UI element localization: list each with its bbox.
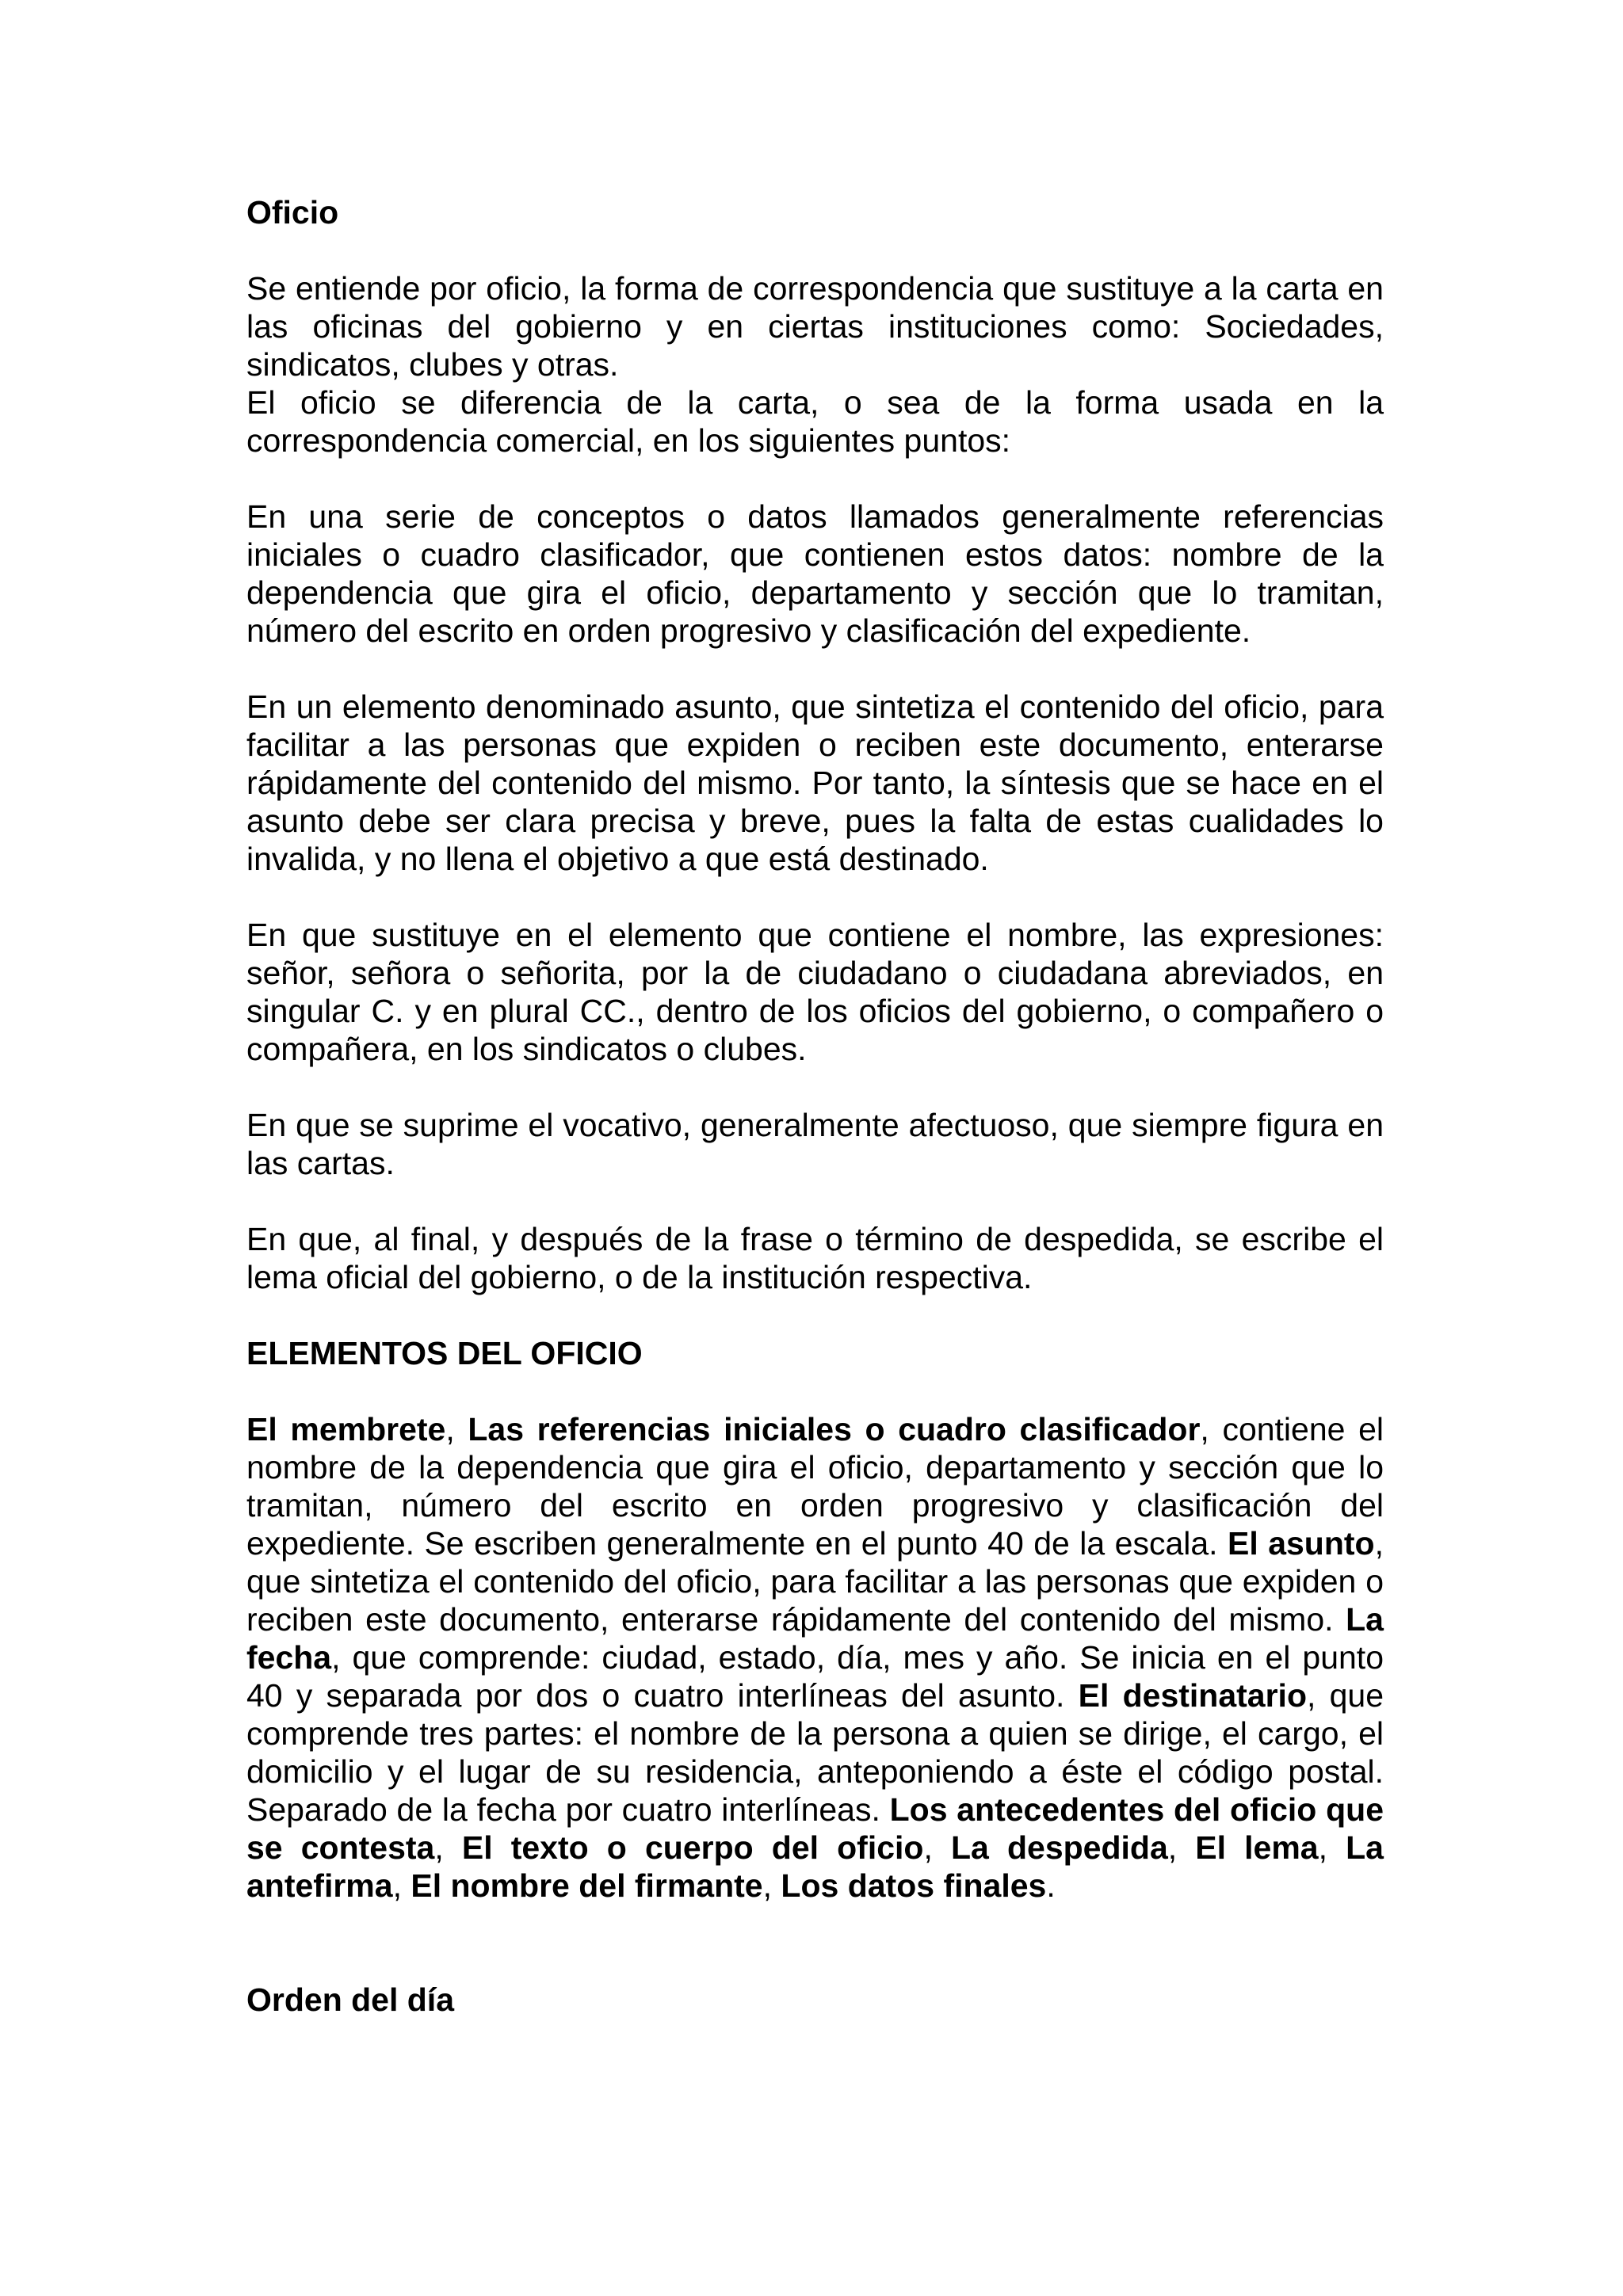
element-text: , que comprende tres partes: el nombre de la persona a quien se dirige, el cargo, el domicilio y el lugar de su residencia, anteponiendo a éste el código postal. Separado de la fecha por cuatro interlíneas. xyxy=(246,1677,1384,1828)
element-term: El asunto xyxy=(1228,1525,1375,1562)
element-term: La despedida xyxy=(951,1829,1168,1866)
next-section-heading: Orden del día xyxy=(246,1981,454,2018)
point-paragraph-4: En que se suprime el vocativo, generalmente afectuoso, que siempre figura en las cartas. xyxy=(246,1107,1384,1181)
element-term: La fecha xyxy=(246,1601,1384,1676)
spacer xyxy=(246,1296,1384,1334)
element-text: , xyxy=(923,1829,951,1866)
point-paragraph-1: En una serie de conceptos o datos llamados generalmente referencias iniciales o cuadro clasificador, que contienen estos datos: nombre de la dependencia que gira el oficio, departamento y sección que lo tramitan, número del escrito en orden progresivo y clasificación del expediente. xyxy=(246,498,1384,649)
element-text: , xyxy=(1167,1829,1196,1866)
point-paragraph-5: En que, al final, y después de la frase o término de despedida, se escribe el lema oficial del gobierno, o de la institución respectiva. xyxy=(246,1221,1384,1295)
element-term: El membrete xyxy=(246,1411,446,1447)
spacer xyxy=(246,878,1384,916)
element-term: El nombre del firmante xyxy=(411,1867,763,1904)
document-page xyxy=(246,193,1384,2019)
point-paragraph-3: En que sustituye en el elemento que contiene el nombre, las expresiones: señor, señora o señorita, por la de ciudadano o ciudadana abreviados, en singular C. y en plural CC., dentro de los oficios del gobierno, o compañero o compañera, en los sindicatos o clubes. xyxy=(246,917,1384,1067)
spacer xyxy=(246,1182,1384,1220)
point-paragraph-2: En un elemento denominado asunto, que sintetiza el contenido del oficio, para facilitar a las personas que expiden o reciben este documento, enterarse rápidamente del contenido del mismo. Por tanto, la síntesis que se hace en el asunto debe ser clara precisa y breve, pues la falta de estas cualidades lo invalida, y no llena el objetivo a que está destinado. xyxy=(246,688,1384,877)
element-term: Los antecedentes del oficio que se contesta xyxy=(246,1791,1384,1866)
spacer xyxy=(246,650,1384,688)
intro-paragraph-1: Se entiende por oficio, la forma de correspondencia que sustituye a la carta en las oficinas del gobierno y en ciertas instituciones como: Sociedades, sindicatos, clubes y otras. xyxy=(246,270,1384,383)
spacer xyxy=(246,1905,1384,1981)
elements-paragraph xyxy=(246,1410,1384,1905)
spacer xyxy=(246,1372,1384,1410)
element-text: , xyxy=(445,1411,468,1447)
element-text: , que sintetiza el contenido del oficio, para facilitar a las personas que expiden o reciben este documento, enterarse rápidamente del contenido del mismo. xyxy=(246,1525,1384,1638)
intro-paragraph-2: El oficio se diferencia de la carta, o sea de la forma usada en la correspondencia comercial, en los siguientes puntos: xyxy=(246,384,1384,459)
elements-heading: ELEMENTOS DEL OFICIO xyxy=(246,1335,643,1371)
spacer xyxy=(246,1068,1384,1106)
element-term: El lema xyxy=(1195,1829,1319,1866)
page-title: Oficio xyxy=(246,194,339,231)
element-term: El destinatario xyxy=(1078,1677,1307,1714)
element-text: , xyxy=(1318,1829,1346,1866)
element-text: , que comprende: ciudad, estado, día, mes y año. Se inicia en el punto 40 y separada por dos o cuatro interlíneas del asunto. xyxy=(246,1639,1384,1714)
element-text: , xyxy=(434,1829,462,1866)
element-term: Las referencias iniciales o cuadro clasificador xyxy=(468,1411,1201,1447)
element-text: , xyxy=(392,1867,411,1904)
element-term: La antefirma xyxy=(246,1829,1384,1904)
spacer xyxy=(246,231,1384,269)
element-text: . xyxy=(1046,1867,1056,1904)
spacer xyxy=(246,460,1384,498)
element-term: Los datos finales xyxy=(781,1867,1047,1904)
element-text: , contiene el nombre de la dependencia que gira el oficio, departamento y sección que lo tramitan, número del escrito en orden progresivo y clasificación del expediente. Se escriben generalmente en el punto 40 de la escala. xyxy=(246,1411,1384,1562)
element-text: , xyxy=(762,1867,781,1904)
element-term: El texto o cuerpo del oficio xyxy=(461,1829,924,1866)
